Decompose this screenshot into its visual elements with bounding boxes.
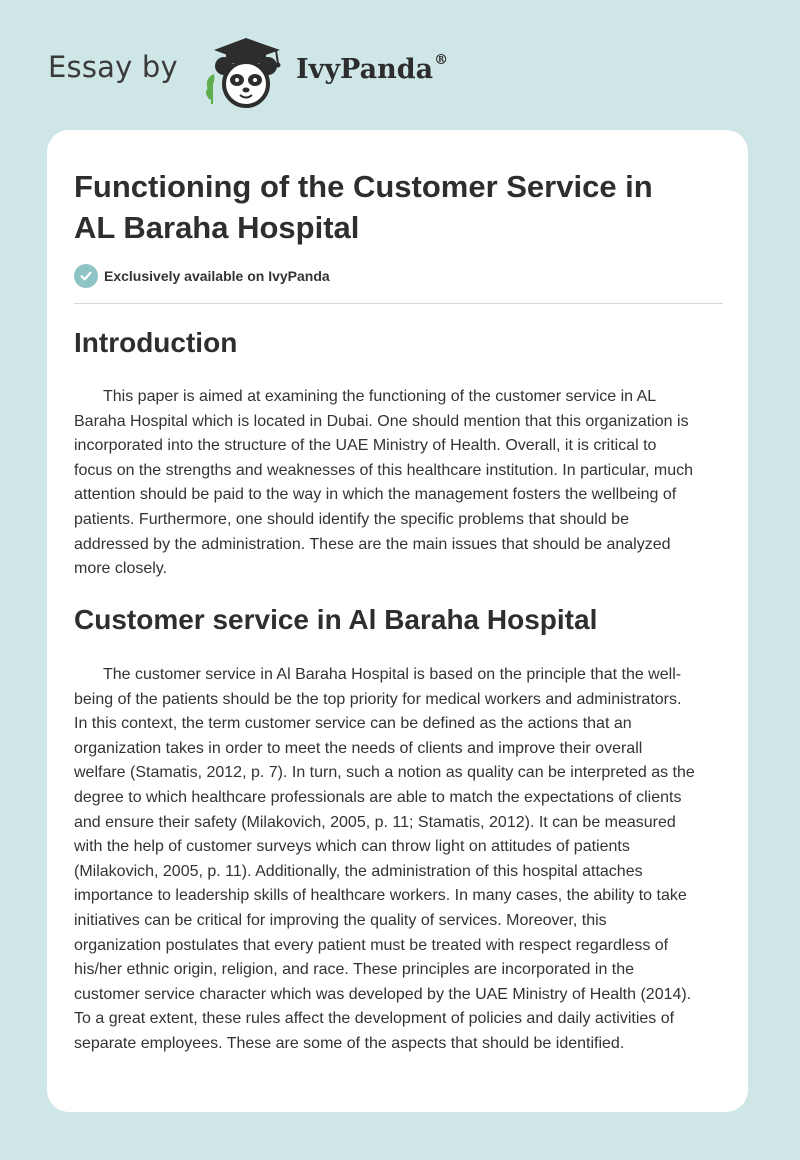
text-line: attention should be paid to the way in which the management fosters the wellbeing of [74, 486, 677, 504]
text-line: focus on the strengths and weaknesses of this healthcare institution. In particular, much [74, 461, 694, 479]
essay-by-label: Essay by [48, 50, 178, 84]
text-line: welfare (Stamatis, 2012, p. 7). In turn, such a notion as quality can be interpreted as the [74, 764, 695, 782]
text-line: (Milakovich, 2005, p. 11). Additionally, the administration of this hospital attaches [74, 862, 643, 880]
introduction-paragraph [74, 385, 724, 582]
text-line: To a great extent, these rules affect the development of policies and daily activities of [74, 1010, 675, 1028]
site-header [0, 0, 800, 130]
customer-service-paragraph [74, 663, 724, 1057]
text-line: being of the patients should be the top priority for medical workers and administrators. [74, 690, 682, 708]
registered-mark: ® [434, 52, 449, 68]
text-line: his/her ethnic origin, religion, and race. These principles are incorporated in the [74, 961, 635, 979]
text-line: incorporated into the structure of the UAE Ministry of Health. Overall, it is critical to [74, 437, 657, 455]
article-card [47, 130, 748, 1112]
text-line: In this context, the term customer service can be defined as the actions that an [74, 715, 632, 733]
text-line: importance to leadership skills of healthcare workers. In many cases, the ability to take [74, 887, 687, 905]
title-line: AL Baraha Hospital [74, 210, 360, 245]
text-line: separate employees. These are some of the aspects that should be identified. [74, 1034, 625, 1052]
divider [74, 303, 723, 304]
exclusive-badge [74, 264, 330, 288]
text-line: Baraha Hospital which is located in Dubai. One should mention that this organization is [74, 412, 689, 430]
brand-label: IvyPanda [296, 54, 434, 85]
brand-name[interactable] [296, 52, 448, 85]
text-line: organization postulates that every patient must be treated with respect regardless of [74, 936, 669, 954]
text-line: This paper is aimed at examining the functioning of the customer service in AL [103, 388, 657, 405]
text-line: degree to which healthcare professionals are able to match the expectations of clients [74, 788, 682, 806]
text-line: and ensure their safety (Milakovich, 2005, p. 11; Stamatis, 2012). It can be measured [74, 813, 676, 831]
title-line: Functioning of the Customer Service in [74, 169, 653, 204]
text-line: organization takes in order to meet the needs of clients and improve their overall [74, 739, 643, 757]
panda-graduate-logo-icon[interactable] [200, 34, 292, 108]
text-line: addressed by the administration. These are the main issues that should be analyzed [74, 535, 671, 553]
check-circle-icon [74, 264, 98, 288]
text-line: patients. Furthermore, one should identify the specific problems that should be [74, 510, 629, 528]
text-line: with the help of customer surveys which can throw light on attitudes of patients [74, 838, 630, 856]
section-heading-introduction: Introduction [74, 327, 238, 358]
section-heading-customer-service: Customer service in Al Baraha Hospital [74, 604, 598, 635]
text-line: more closely. [74, 560, 168, 578]
text-line: customer service character which was developed by the UAE Ministry of Health (2014). [74, 985, 692, 1003]
text-line: initiatives can be critical for improving the quality of services. Moreover, this [74, 911, 607, 929]
badge-text: Exclusively available on IvyPanda [104, 268, 330, 284]
text-line: The customer service in Al Baraha Hospital is based on the principle that the well- [103, 666, 682, 683]
article-title [74, 166, 724, 248]
